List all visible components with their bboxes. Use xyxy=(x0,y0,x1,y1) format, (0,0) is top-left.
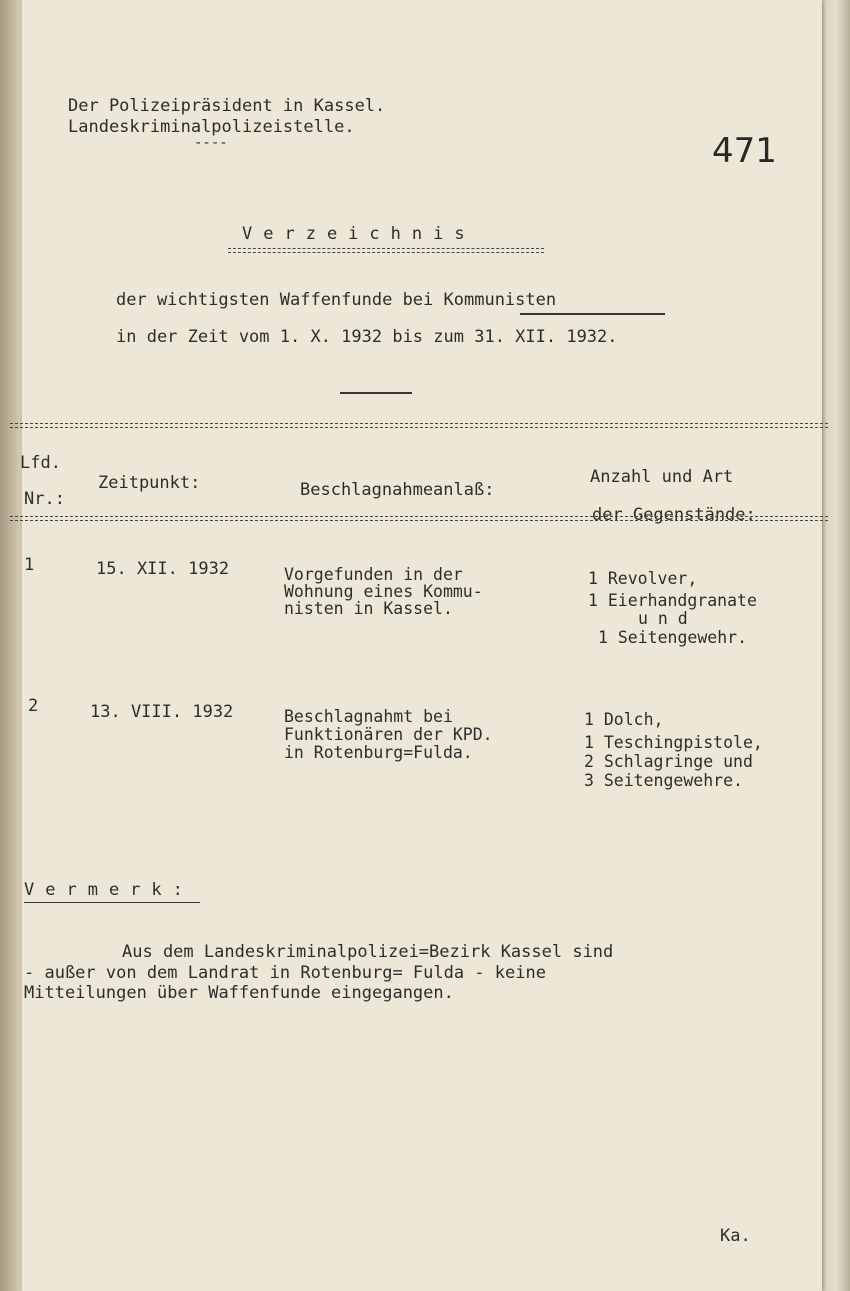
row-1-nr: 1 xyxy=(24,555,35,575)
header-dash: ---- xyxy=(194,135,228,151)
col-header-items-2: der Gegenstände: xyxy=(592,505,756,525)
row-2-reason-2: Funktionären der KPD. xyxy=(284,725,493,744)
right-page-edge xyxy=(822,0,850,1291)
row-2-item-3: 2 Schlagringe und xyxy=(584,752,753,771)
table-top-rule xyxy=(10,423,828,428)
note-line-3: Mitteilungen über Waffenfunde eingegangen. xyxy=(24,983,454,1003)
row-2-item-4: 3 Seitengewehre. xyxy=(584,771,743,790)
col-header-nr-1: Lfd. xyxy=(20,453,61,473)
section-dash xyxy=(340,392,412,394)
col-header-reason: Beschlagnahmeanlaß: xyxy=(300,480,495,500)
col-header-date: Zeitpunkt: xyxy=(98,473,201,493)
row-1-reason-2: Wohnung eines Kommu- xyxy=(284,582,483,601)
table-header-rule xyxy=(10,516,828,521)
authority-line-1: Der Polizeipräsident in Kassel. xyxy=(68,96,386,116)
note-heading-underline xyxy=(24,902,200,903)
col-header-nr-2: Nr.: xyxy=(24,489,65,509)
note-line-1: Aus dem Landeskriminalpolizei=Bezirk Kassel sind xyxy=(122,942,614,962)
note-heading: Vermerk: xyxy=(24,880,194,900)
row-1-reason-3: nisten in Kassel. xyxy=(284,599,453,618)
document-sheet xyxy=(22,0,822,1291)
title-subline-2: in der Zeit vom 1. X. 1932 bis zum 31. XII. 1932. xyxy=(116,327,618,347)
row-2-reason-3: in Rotenburg=Fulda. xyxy=(284,743,473,762)
row-1-date: 15. XII. 1932 xyxy=(96,559,230,579)
col-header-items-1: Anzahl und Art xyxy=(590,467,734,487)
row-1-item-3: u n d xyxy=(638,609,688,628)
title-double-underline xyxy=(228,248,544,253)
row-1-item-1: 1 Revolver, xyxy=(588,569,698,588)
row-2-item-1: 1 Dolch, xyxy=(584,710,664,729)
row-1-item-4: 1 Seitengewehr. xyxy=(598,628,748,647)
kommunisten-underline xyxy=(520,313,665,315)
row-2-reason-1: Beschlagnahmt bei xyxy=(284,707,453,726)
note-line-2: - außer von dem Landrat in Rotenburg= Fulda - keine xyxy=(24,963,546,983)
row-1-item-2: 1 Eierhandgranate xyxy=(588,591,757,610)
authority-line-2: Landeskriminalpolizeistelle. xyxy=(68,117,355,137)
page-number: 471 xyxy=(712,131,777,171)
row-1-reason-1: Vorgefunden in der xyxy=(284,565,463,584)
row-2-nr: 2 xyxy=(28,696,39,716)
row-2-item-2: 1 Teschingpistole, xyxy=(584,733,763,752)
document-title: Verzeichnis xyxy=(242,224,476,244)
title-subline-1: der wichtigsten Waffenfunde bei Kommunisten xyxy=(116,290,557,310)
signature-initials: Ka. xyxy=(720,1226,751,1246)
row-2-date: 13. VIII. 1932 xyxy=(90,702,234,722)
